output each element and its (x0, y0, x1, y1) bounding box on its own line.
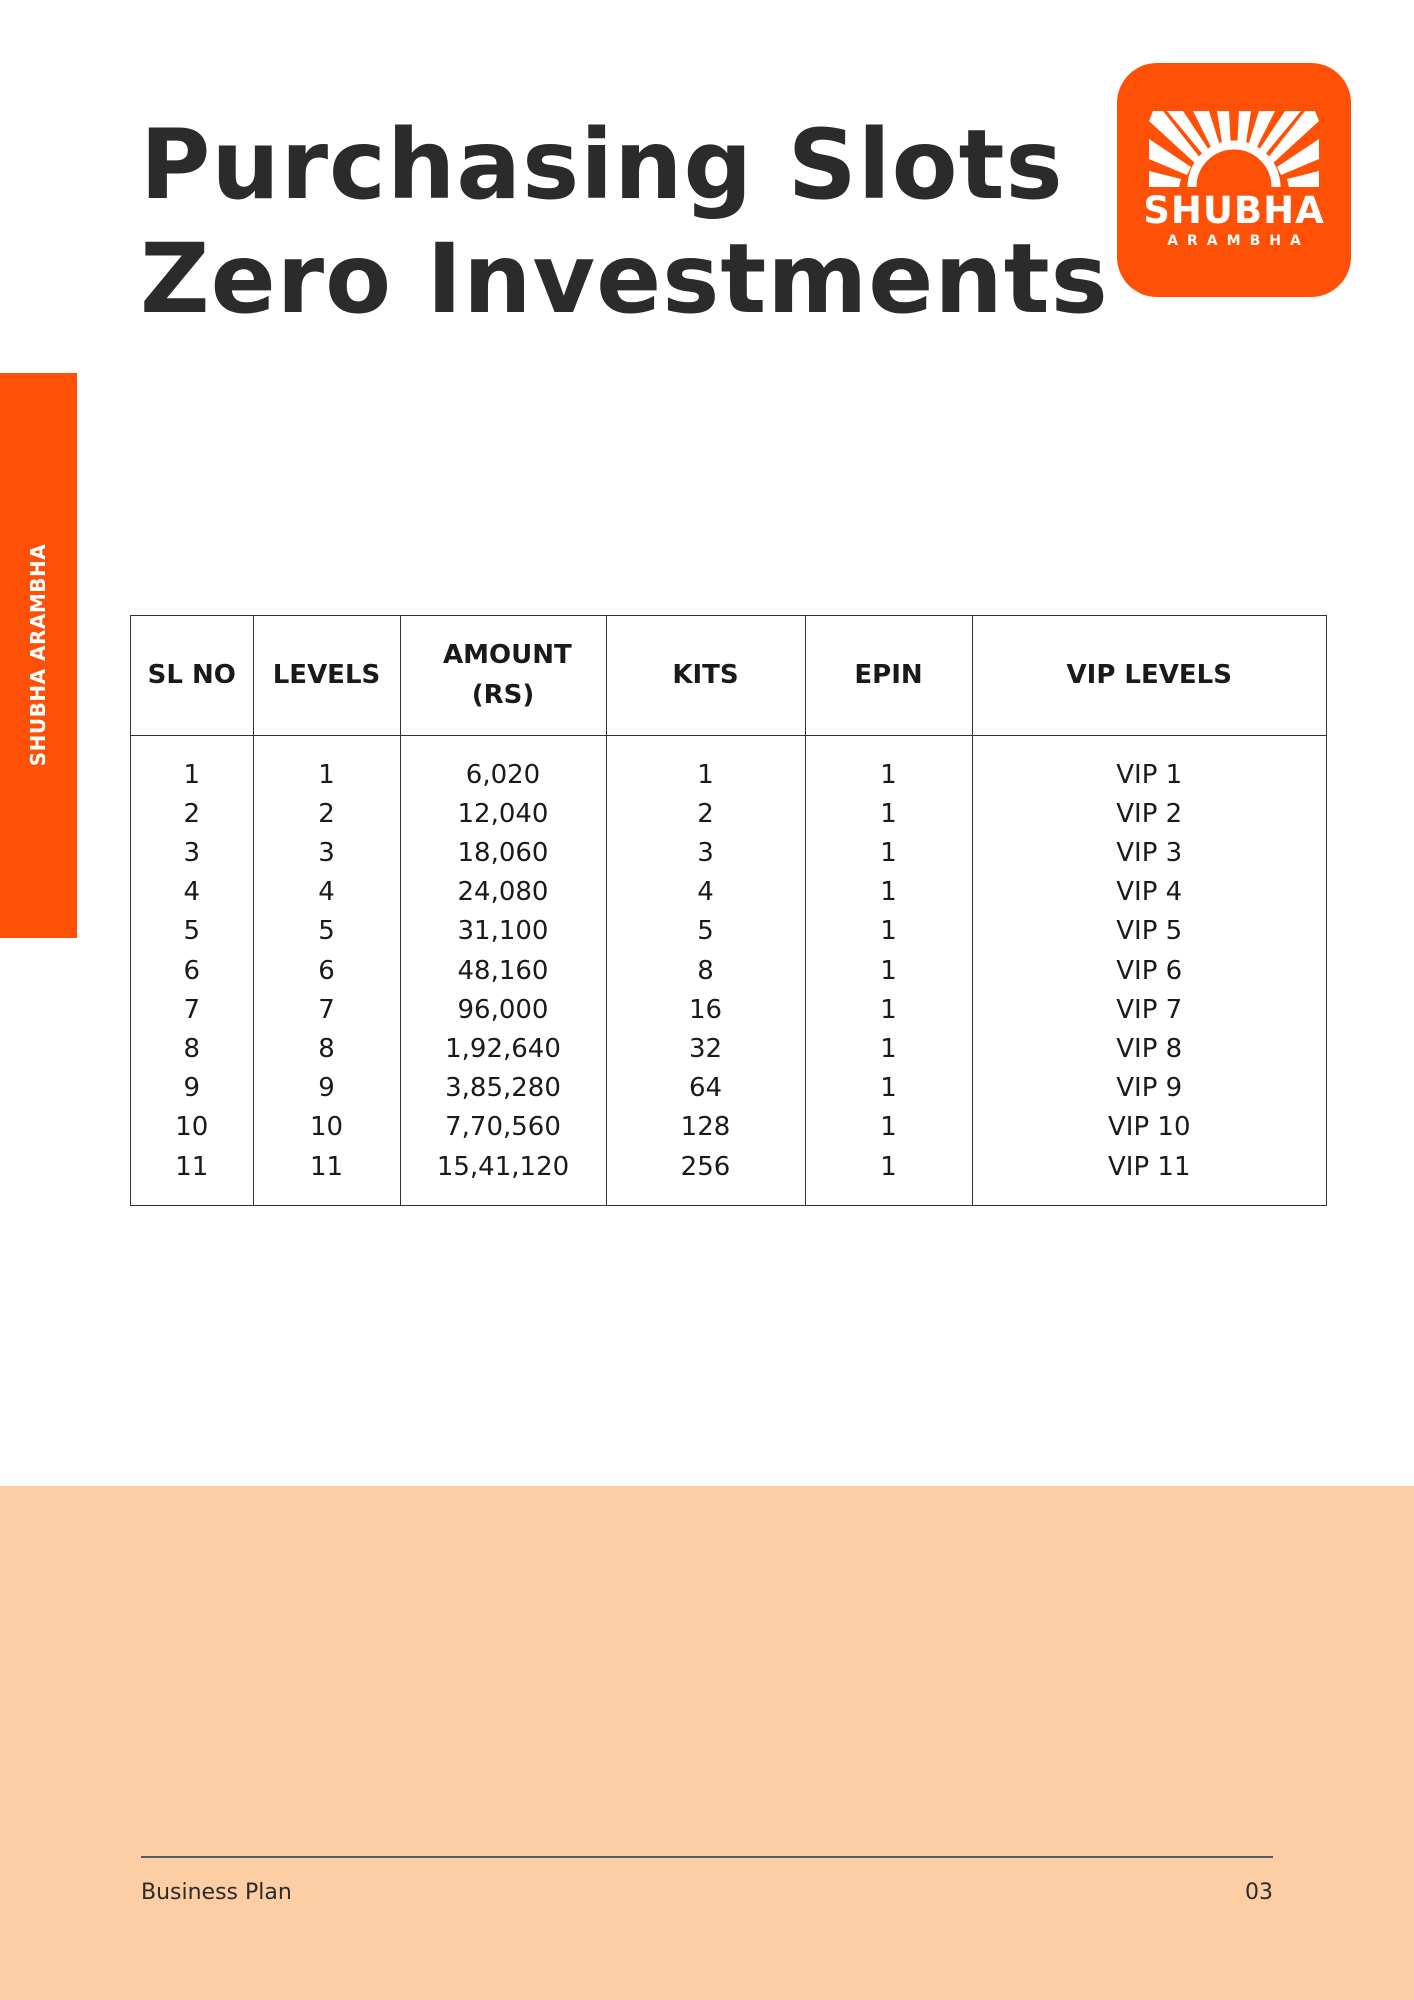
table-cell: 1 (880, 1151, 897, 1182)
table-cell: VIP 9 (1116, 1073, 1183, 1104)
footer-band (0, 1486, 1414, 2000)
footer-divider (141, 1856, 1273, 1858)
table-cell: 31,100 (457, 916, 549, 947)
table-cell: 1 (880, 837, 897, 868)
table-cell: 5 (183, 916, 201, 947)
table-cell: 3 (318, 837, 335, 868)
header-kits: KITS (606, 616, 805, 735)
table-cell: 64 (688, 1073, 723, 1104)
table-cell: 7 (183, 994, 201, 1025)
table-cell: 1 (880, 1112, 897, 1143)
header-amount-label: AMOUNT (RS) (443, 640, 572, 711)
table-cell: 1 (880, 759, 897, 790)
table-cell: VIP 8 (1116, 1033, 1183, 1064)
table-cell: 2 (697, 798, 714, 829)
table-cell: 1 (880, 916, 897, 947)
table-cell: 8 (318, 1033, 335, 1064)
table-cell: 48,160 (457, 955, 549, 986)
table-cell: 2 (318, 798, 335, 829)
table-cell: 7,70,560 (445, 1112, 561, 1143)
column-sl-no (131, 735, 253, 1205)
column-kits (606, 735, 805, 1205)
slots-table (130, 615, 1327, 1206)
table-cell: 10 (175, 1112, 209, 1143)
table-cell: 3,85,280 (445, 1073, 561, 1104)
table-cell: 1 (318, 759, 335, 790)
table-cell: VIP 11 (1108, 1151, 1191, 1182)
column-epin (805, 735, 972, 1205)
sunrise-icon (1117, 63, 1351, 297)
table-cell: 24,080 (457, 877, 549, 908)
table-cell: 8 (697, 955, 714, 986)
page-number: 03 (1245, 1880, 1273, 1905)
column-amount (400, 735, 606, 1205)
header-sl-no: SL NO (131, 616, 253, 735)
table-cell: 11 (175, 1151, 209, 1182)
table-cell: 3 (697, 837, 714, 868)
table-cell: 1 (880, 798, 897, 829)
table-header-row (131, 616, 1326, 735)
table-cell: 6 (318, 955, 335, 986)
table-cell: 4 (697, 877, 714, 908)
table-cell: 4 (318, 877, 335, 908)
table-cell: VIP 2 (1116, 798, 1183, 829)
table-cell: VIP 4 (1116, 877, 1183, 908)
table-cell: 1 (880, 1033, 897, 1064)
table-cell: 1 (880, 994, 897, 1025)
table-cell: 16 (688, 994, 723, 1025)
table-cell: 1 (880, 877, 897, 908)
table-cell: 1,92,640 (445, 1033, 561, 1064)
column-levels (253, 735, 400, 1205)
table-cell: VIP 3 (1116, 837, 1183, 868)
table-cell: 8 (183, 1033, 201, 1064)
table-cell: 5 (318, 916, 335, 947)
side-tab-label: SHUBHA ARAMBHA (26, 543, 50, 767)
table-cell: 5 (697, 916, 714, 947)
table-cell: 18,060 (457, 837, 549, 868)
table-cell: 6,020 (465, 759, 541, 790)
header-amount (400, 616, 606, 735)
column-vip-levels (972, 735, 1326, 1205)
table-cell: VIP 1 (1116, 759, 1183, 790)
brand-logo (1117, 63, 1351, 297)
table-cell: VIP 10 (1108, 1112, 1191, 1143)
table-cell: 256 (680, 1151, 731, 1182)
table-cell: 10 (309, 1112, 344, 1143)
header-epin: EPIN (805, 616, 972, 735)
logo-subtitle: ARAMBHA (1167, 233, 1310, 249)
table-cell: 32 (688, 1033, 723, 1064)
table-cell: 1 (880, 1073, 897, 1104)
title-line-1: Purchasing Slots (140, 109, 1064, 221)
table-cell: 9 (183, 1073, 201, 1104)
header-levels: LEVELS (253, 616, 400, 735)
header-vip-levels: VIP LEVELS (972, 616, 1326, 735)
table-cell: 1 (183, 759, 201, 790)
logo-name: SHUBHA (1143, 189, 1325, 232)
table-cell: 9 (318, 1073, 335, 1104)
table-cell: 11 (309, 1151, 344, 1182)
table-cell: VIP 7 (1116, 994, 1183, 1025)
table-cell: 1 (880, 955, 897, 986)
table-body-row (131, 735, 1326, 1205)
table-cell: 6 (183, 955, 201, 986)
page-title (140, 108, 1109, 336)
table-cell: VIP 5 (1116, 916, 1183, 947)
table-cell: 2 (183, 798, 201, 829)
table-cell: 7 (318, 994, 335, 1025)
table-cell: 4 (183, 877, 201, 908)
table-cell: 3 (183, 837, 201, 868)
table-cell: 15,41,120 (436, 1151, 570, 1182)
table-cell: 96,000 (457, 994, 549, 1025)
footer-label: Business Plan (141, 1880, 292, 1905)
title-line-2: Zero Investments (140, 223, 1109, 335)
table-cell: VIP 6 (1116, 955, 1183, 986)
table-cell: 12,040 (457, 798, 549, 829)
table-cell: 128 (680, 1112, 731, 1143)
table-cell: 1 (697, 759, 714, 790)
